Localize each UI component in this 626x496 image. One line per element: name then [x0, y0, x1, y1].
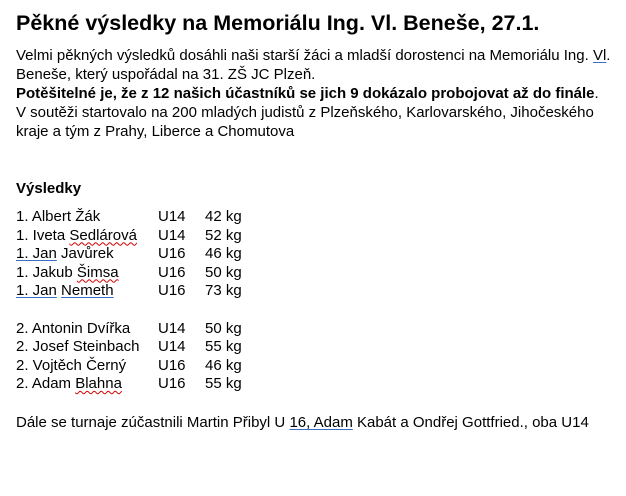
result-name-prefix: 2. Vojtěch [16, 356, 87, 374]
intro-text-b: . Beneše, který uspořádal na 31. ZŠ JC Plzeň. [16, 47, 611, 83]
second-places-group [16, 320, 616, 394]
result-category: U16 [158, 356, 186, 374]
result-weight: 52 kg [205, 226, 242, 244]
result-weight: 55 kg [205, 338, 242, 355]
document-page [16, 8, 616, 432]
result-category: U14 [158, 226, 186, 244]
result-name-prefix: 2. Antonin [16, 319, 87, 337]
intro-paragraph [16, 46, 616, 141]
result-name-prefix: 1. Albert [16, 208, 76, 225]
result-name-prefix: 2. Josef [16, 338, 73, 355]
result-name [16, 264, 158, 283]
result-row [16, 264, 616, 283]
competition-text: V soutěži startovalo na 200 mladých judistů z Plzeňského, Karlovarského, Jihočeského kraje a tým z Prahy, Liberce a Chomutova [16, 104, 594, 140]
result-name [16, 375, 158, 394]
result-category: U16 [158, 282, 186, 299]
intro-text-a: Velmi pěkných výsledků dosáhli naši starší žáci a mladší dorostenci na Memoriálu Ing. [16, 47, 593, 64]
result-row [16, 227, 616, 246]
result-name-prefix: 2. Adam [16, 375, 76, 392]
first-places-group [16, 208, 616, 301]
intro-vl-underlined: Vl [592, 47, 607, 64]
result-category: U14 [158, 208, 186, 225]
result-row [16, 282, 616, 301]
result-surname: Žák [75, 208, 101, 225]
result-weight: 46 kg [205, 356, 242, 374]
result-surname: Sedlárová [69, 226, 137, 244]
result-weight: 50 kg [205, 263, 242, 281]
result-weight: 46 kg [205, 245, 242, 262]
footer-paragraph [16, 413, 616, 432]
result-name [16, 357, 158, 376]
result-row [16, 208, 616, 227]
result-row [16, 375, 616, 394]
result-name [16, 282, 158, 301]
result-category: U14 [158, 319, 186, 337]
footer-marked-text: 16, Adam [289, 413, 353, 431]
page-title: Pěkné výsledky na Memoriálu Ing. Vl. Beneše, 27.1. [16, 11, 540, 35]
footer-text-b: Kabát a Ondřej Gottfried., oba U14 [352, 413, 589, 431]
result-name-marked-prefix: 1. Jan [16, 282, 57, 299]
bold-period: . [594, 85, 599, 102]
result-surname: Černý [86, 356, 127, 374]
result-weight: 42 kg [205, 208, 242, 225]
result-weight: 55 kg [205, 375, 242, 392]
result-name [16, 227, 158, 246]
results-list [16, 208, 616, 394]
result-row [16, 357, 616, 376]
result-category: U16 [158, 245, 186, 262]
bold-line [16, 84, 616, 103]
result-name [16, 338, 158, 357]
result-weight: 73 kg [205, 282, 242, 299]
bold-sentence: Potěšitelné je, že z 12 našich účastníků se jich 9 dokázalo probojovat až do finále [16, 85, 595, 102]
result-surname: Blahna [75, 375, 122, 392]
result-row [16, 338, 616, 357]
result-name [16, 245, 158, 264]
result-row [16, 245, 616, 264]
result-category: U16 [158, 263, 186, 281]
intro-line [16, 46, 616, 84]
result-row [16, 320, 616, 339]
result-weight: 50 kg [205, 319, 242, 337]
result-surname: Steinbach [72, 338, 140, 355]
result-category: U14 [158, 338, 186, 355]
results-heading: Výsledky [16, 180, 82, 197]
result-name [16, 208, 158, 227]
result-name-prefix: 1. Iveta [16, 226, 70, 244]
result-name-prefix: 1. Jakub [16, 263, 77, 281]
result-surname: Nemeth [61, 282, 114, 299]
result-surname: Dvířka [86, 319, 131, 337]
footer-text-a: Dále se turnaje zúčastnili Martin Přibyl U [16, 413, 290, 431]
result-surname: Javůrek [61, 245, 114, 262]
result-name-marked-prefix: 1. Jan [16, 245, 57, 262]
result-surname: Šimsa [76, 263, 119, 281]
result-name [16, 320, 158, 339]
result-category: U16 [158, 375, 186, 392]
